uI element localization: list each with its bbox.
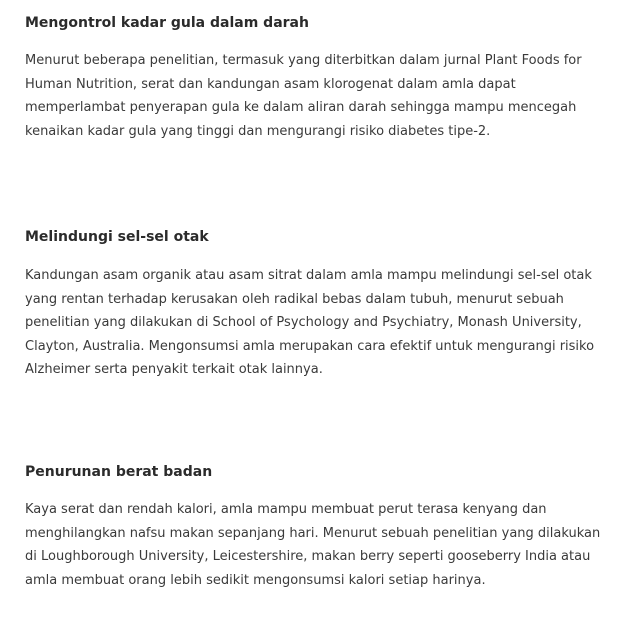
section-paragraph: Menurut beberapa penelitian, termasuk yang diterbitkan dalam jurnal Plant Foods for Human Nutrition, serat dan kandungan asam klorogenat dalam amla dapat memperlambat penyerapan gula ke dalam aliran darah sehingga mampu mencegah kenaikan kadar gula yang tinggi dan mengurangi risiko diabetes tipe-2. xyxy=(25,53,582,139)
section-brain-cells xyxy=(25,227,610,382)
section-paragraph: Kaya serat dan rendah kalori, amla mampu membuat perut terasa kenyang dan menghilangkan nafsu makan sepanjang hari. Menurut sebuah penelitian yang dilakukan di Loughborough University, Leicestershire, makan berry seperti gooseberry India atau amla membuat orang lebih sedikit mengonsumsi kalori setiap harinya. xyxy=(25,502,601,588)
section-heading: Penurunan berat badan xyxy=(25,464,213,480)
section-weight-loss xyxy=(25,462,610,592)
section-heading: Mengontrol kadar gula dalam darah xyxy=(25,15,309,31)
section-blood-sugar xyxy=(25,13,610,143)
section-paragraph: Kandungan asam organik atau asam sitrat dalam amla mampu melindungi sel-sel otak yang rentan terhadap kerusakan oleh radikal bebas dalam tubuh, menurut sebuah penelitian yang dilakukan di School of Psychology and Psychiatry, Monash University, Clayton, Australia. Mengonsumsi amla merupakan cara efektif untuk mengurangi risiko Alzheimer serta penyakit terkait otak lainnya. xyxy=(25,268,595,377)
section-heading: Melindungi sel-sel otak xyxy=(25,229,209,245)
